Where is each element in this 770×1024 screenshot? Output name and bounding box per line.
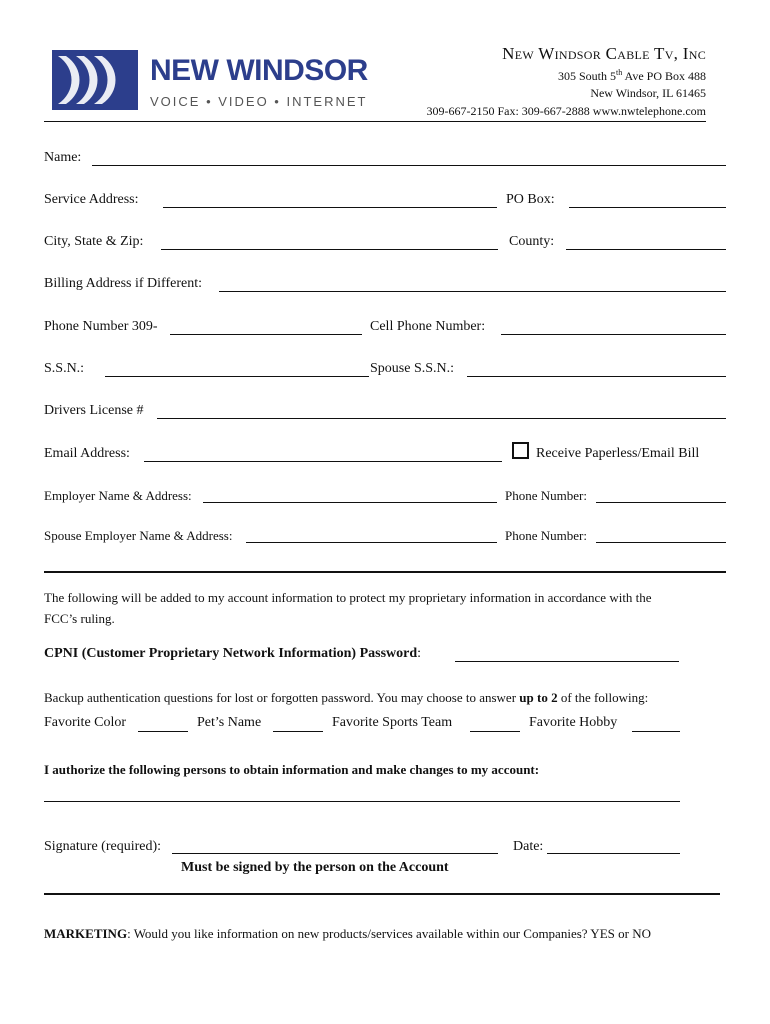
employer-label: Employer Name & Address: <box>44 488 192 503</box>
authorize-text: I authorize the following persons to obtain information and make changes to my account: <box>44 762 540 777</box>
must-sign-note: Must be signed by the person on the Account <box>181 860 449 875</box>
signature-label: Signature (required): <box>44 839 162 854</box>
company-logo <box>52 48 368 118</box>
company-name: New Windsor Cable Tv, Inc <box>502 44 706 63</box>
address-pre: 305 South 5 <box>557 69 616 83</box>
cpni-intro-line1: The following will be added to my account information to protect my proprietary information in accordance with the <box>44 590 652 605</box>
question-team-field[interactable] <box>470 731 520 732</box>
cpni-password-text: CPNI (Customer Proprietary Network Information) Password <box>44 646 418 661</box>
question-color-label: Favorite Color <box>44 715 127 730</box>
cpni-intro-line2: FCC’s ruling. <box>44 611 115 626</box>
question-team-label: Favorite Sports Team <box>332 715 453 730</box>
backup-text-post: of the following: <box>557 690 649 705</box>
email-field[interactable] <box>144 461 502 462</box>
po-box-field[interactable] <box>569 207 726 208</box>
backup-questions-text <box>44 690 648 706</box>
date-field[interactable] <box>547 853 680 854</box>
city-state-zip-label: City, State & Zip: <box>44 234 144 249</box>
contact-line: 309-667-2150 Fax: 309-667-2888 www.nwtelephone.com <box>426 104 706 118</box>
service-address-label: Service Address: <box>44 192 139 207</box>
spouse-ssn-label: Spouse S.S.N.: <box>370 361 455 376</box>
section-divider-1 <box>44 571 726 573</box>
marketing-question <box>44 926 651 942</box>
paperless-checkbox[interactable] <box>512 442 529 459</box>
question-color-field[interactable] <box>138 731 188 732</box>
header-divider <box>44 121 706 122</box>
ssn-label: S.S.N.: <box>44 361 85 376</box>
cpni-intro <box>44 587 724 629</box>
spouse-employer-label: Spouse Employer Name & Address: <box>44 528 233 543</box>
question-pet-field[interactable] <box>273 731 323 732</box>
spouse-ssn-field[interactable] <box>467 376 726 377</box>
email-label: Email Address: <box>44 446 130 461</box>
county-field[interactable] <box>566 249 726 250</box>
authorized-persons-field[interactable] <box>44 801 680 802</box>
address-post: Ave PO Box 488 <box>622 69 706 83</box>
cell-phone-field[interactable] <box>501 334 726 335</box>
name-label: Name: <box>44 150 82 165</box>
cpni-password-label <box>44 646 421 662</box>
address-line <box>558 68 706 84</box>
paperless-label: Receive Paperless/Email Bill <box>536 446 700 461</box>
question-hobby-label: Favorite Hobby <box>529 715 618 730</box>
signature-field[interactable] <box>172 853 498 854</box>
question-hobby-field[interactable] <box>632 731 680 732</box>
phone-label: Phone Number 309- <box>44 319 158 334</box>
backup-text-pre: Backup authentication questions for lost or forgotten password. You may choose to answer <box>44 690 520 705</box>
cell-phone-label: Cell Phone Number: <box>370 319 486 334</box>
employer-phone-field[interactable] <box>596 502 726 503</box>
marketing-label: MARKETING <box>44 926 128 941</box>
cpni-password-field[interactable] <box>455 661 679 662</box>
po-box-label: PO Box: <box>506 192 555 207</box>
address-sup: th <box>615 68 623 77</box>
logo-tagline: VOICE • VIDEO • INTERNET <box>150 94 368 109</box>
logo-name: NEW WINDSOR <box>150 54 368 87</box>
service-address-field[interactable] <box>163 207 497 208</box>
city-line: New Windsor, IL 61465 <box>590 86 706 100</box>
spouse-employer-field[interactable] <box>246 542 497 543</box>
employer-phone-label: Phone Number: <box>505 488 587 503</box>
employer-field[interactable] <box>203 502 497 503</box>
spouse-employer-phone-field[interactable] <box>596 542 726 543</box>
section-divider-2 <box>44 893 720 895</box>
ssn-field[interactable] <box>105 376 369 377</box>
question-pet-label: Pet’s Name <box>197 715 262 730</box>
city-state-zip-field[interactable] <box>161 249 498 250</box>
phone-field[interactable] <box>170 334 362 335</box>
county-label: County: <box>509 234 555 249</box>
backup-text-bold: up to 2 <box>519 690 558 705</box>
name-field[interactable] <box>92 165 726 166</box>
cpni-password-colon: : <box>417 646 422 661</box>
drivers-license-label: Drivers License # <box>44 403 144 418</box>
date-label: Date: <box>513 839 544 854</box>
spouse-employer-phone-label: Phone Number: <box>505 528 587 543</box>
billing-address-field[interactable] <box>219 291 726 292</box>
marketing-text: : Would you like information on new products/services available within our Companies? YES or NO <box>127 926 651 941</box>
drivers-license-field[interactable] <box>157 418 726 419</box>
billing-address-label: Billing Address if Different: <box>44 276 202 291</box>
